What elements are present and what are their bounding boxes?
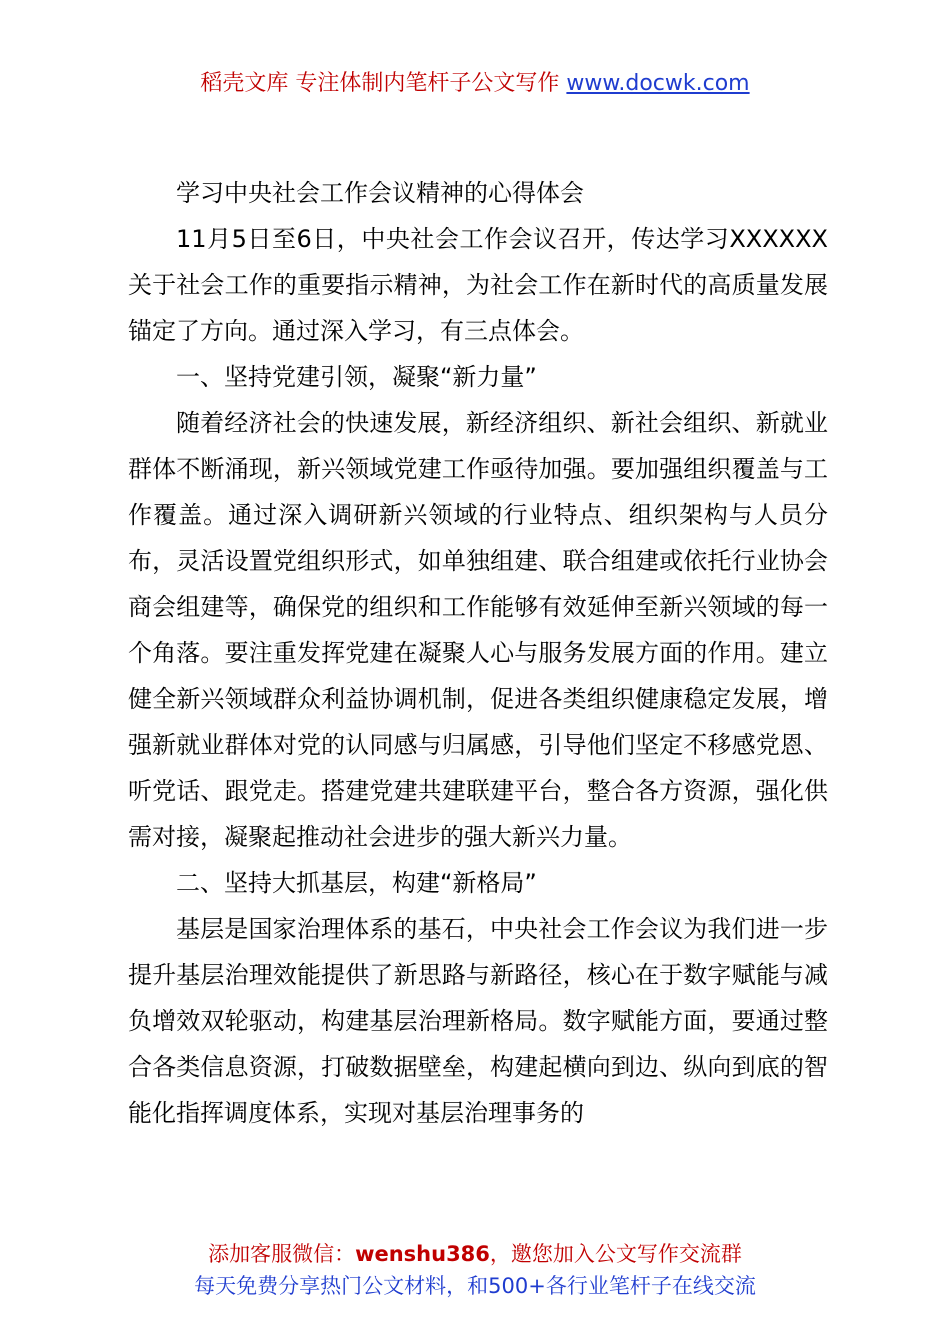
section-heading-1: 一、坚持党建引领，凝聚“新力量” [176, 363, 537, 391]
header-brand-text: 稻壳文库 专注体制内笔杆子公文写作 [200, 71, 560, 96]
footer-contact-suffix: ，邀您加入公文写作交流群 [489, 1242, 742, 1266]
footer-promo-line: 每天免费分享热门公文材料，和500+各行业笔杆子在线交流 [194, 1274, 756, 1298]
footer-contact-prefix: 添加客服微信： [208, 1242, 356, 1266]
footer-contact-line [0, 1238, 950, 1270]
paragraph-section-1: 随着经济社会的快速发展，新经济组织、新社会组织、新就业群体不断涌现，新兴领域党建工作亟待加强。要加强组织覆盖与工作覆盖。通过深入调研新兴领域的行业特点、组织架构与人员分布，灵活设置党组织形式，如单独组建、联合组建或依托行业协会商会组建等，确保党的组织和工作能够有效延伸至新兴领域的每一个角落。要注重发挥党建在凝聚人心与服务发展方面的作用。建立健全新兴领域群众利益协调机制，促进各类组织健康稳定发展，增强新就业群体对党的认同感与归属感，引导他们坚定不移感党恩、听党话、跟党走。搭建党建共建联建平台，整合各方资源，强化供需对接，凝聚起推动社会进步的强大新兴力量。 [128, 409, 828, 851]
paragraph-section-2: 基层是国家治理体系的基石，中央社会工作会议为我们进一步提升基层治理效能提供了新思路与新路径，核心在于数字赋能与减负增效双轮驱动，构建基层治理新格局。数字赋能方面，要通过整合各类信息资源，打破数据壁垒，构建起横向到边、纵向到底的智能化指挥调度体系，实现对基层治理事务的 [128, 915, 828, 1127]
page-footer [0, 1238, 950, 1302]
section-heading-2: 二、坚持大抓基层，构建“新格局” [176, 869, 537, 897]
document-title: 学习中央社会工作会议精神的心得体会 [176, 179, 584, 207]
page-header [0, 68, 950, 100]
paragraph-intro: 11月5日至6日，中央社会工作会议召开，传达学习XXXXXX关于社会工作的重要指示精神，为社会工作在新时代的高质量发展锚定了方向。通过深入学习，有三点体会。 [128, 225, 828, 345]
footer-wechat-id: wenshu386 [355, 1242, 490, 1266]
document-body [128, 170, 828, 1136]
header-website-link[interactable]: www.docwk.com [566, 71, 750, 96]
